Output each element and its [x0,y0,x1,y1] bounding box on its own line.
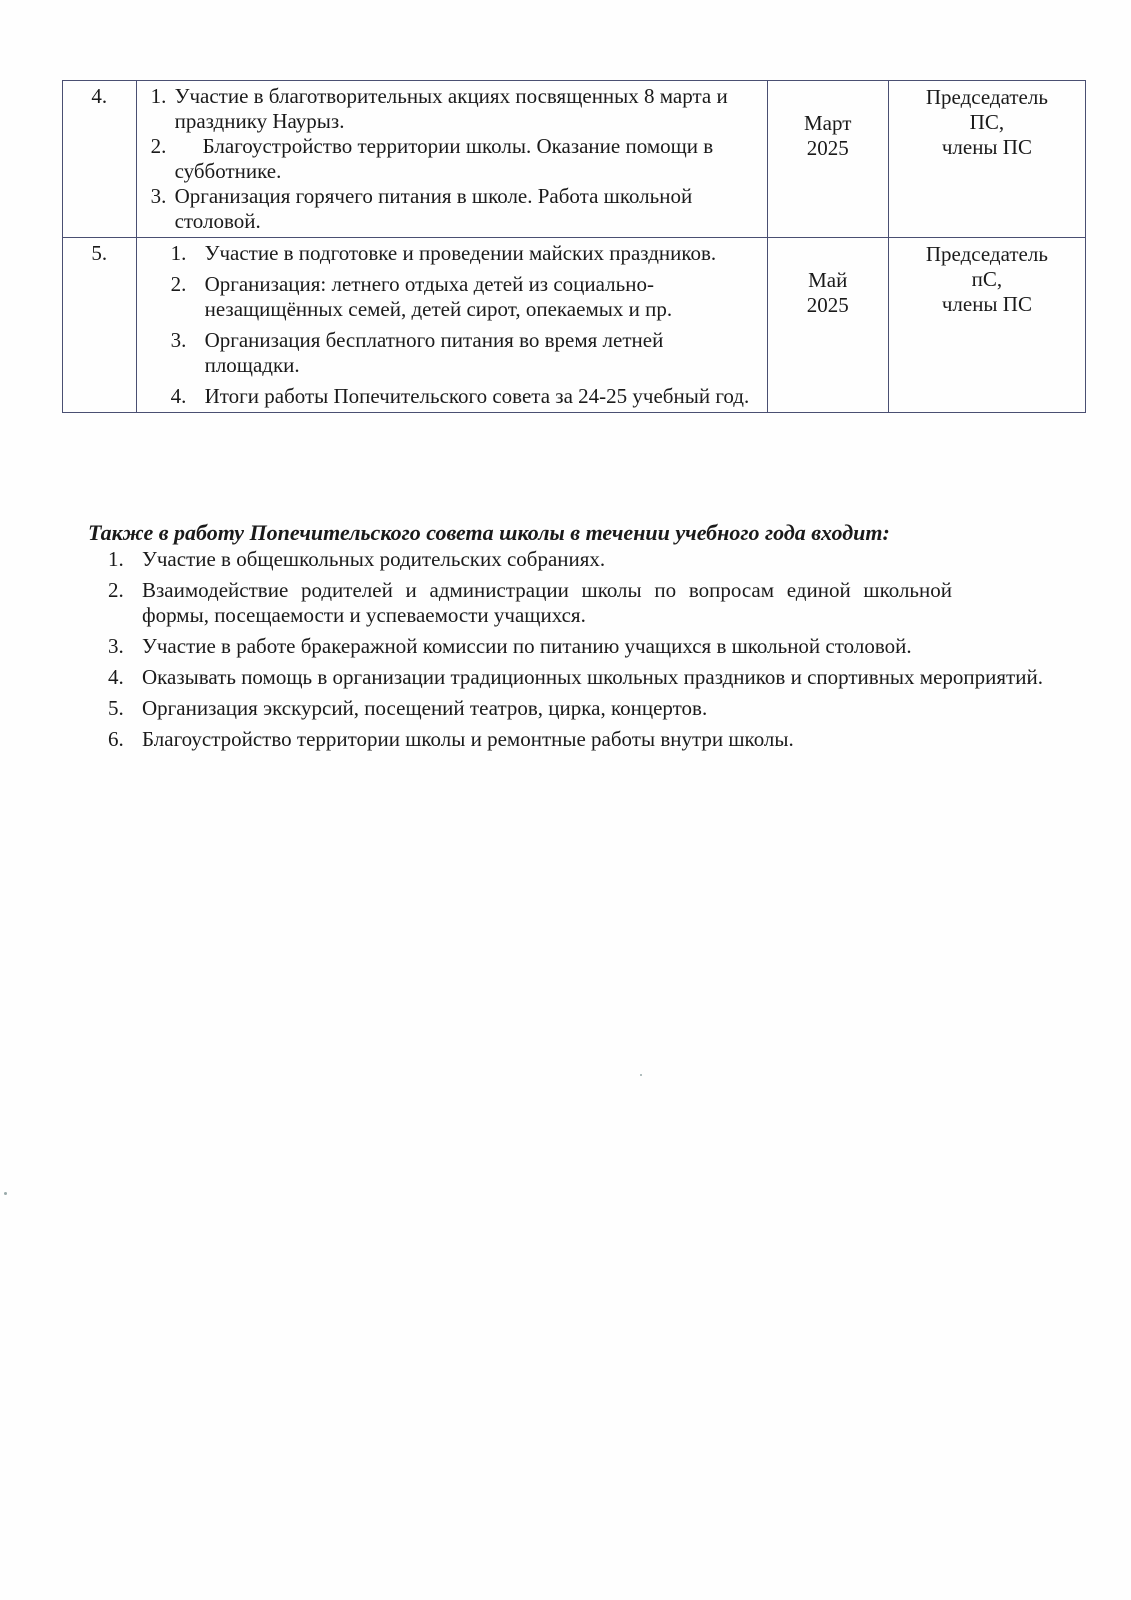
list-item-text: Участие в общешкольных родительских собраниях. [142,547,606,571]
list-item [108,696,1062,721]
row-content [136,238,767,413]
list-marker: 4. [170,384,187,408]
date-month: Май [808,268,848,292]
list-item [108,665,1062,690]
row-date [767,238,888,413]
list-marker: 2. [108,578,124,602]
list-item-text: Участие в благотворительных акциях посвященных 8 марта и празднику Наурыз. [174,84,728,133]
table-row [63,238,1086,413]
list-item [170,272,761,322]
row-number: 4. [63,81,137,238]
list-marker: 1. [108,547,124,571]
list-item [108,547,1062,572]
list-item [170,328,761,378]
list-marker: 1. [150,84,167,108]
responsible-line: члены ПС [941,292,1032,316]
list-marker: 6. [108,727,124,751]
date-month: Март [804,111,852,135]
responsible-line: Председатель [925,85,1048,109]
list-marker: 3. [150,184,167,208]
date-year: 2025 [806,136,849,160]
section-heading: Также в работу Попечительского совета школы в течении учебного года входит: [88,520,890,545]
list-marker: 1. [170,241,187,265]
row-date [767,81,888,238]
list-marker: 2. [170,272,187,296]
list-item [108,578,1062,628]
responsible-line: Председатель [925,242,1048,266]
list-item [150,134,761,184]
additional-duties-list [108,547,1062,758]
list-item-text: Участие в работе бракеражной комиссии по питанию учащихся в школьной столовой. [142,634,912,658]
list-item [150,84,761,134]
scan-speck [4,1192,7,1195]
list-item [170,241,761,266]
plan-table [62,80,1086,413]
table-row [63,81,1086,238]
row-number: 5. [63,238,137,413]
date-year: 2025 [806,293,849,317]
responsible-line: ПС, [969,110,1005,134]
list-item-text: Организация экскурсий, посещений театров, цирка, концертов. [142,696,708,720]
row-content [136,81,767,238]
activity-list [149,84,761,234]
list-item-text: Оказывать помощь в организации традиционных школьных праздников и спортивных мероприятий. [142,665,1043,689]
responsible-line: члены ПС [941,135,1032,159]
list-item-text: Участие в подготовке и проведении майских праздников. [204,241,717,265]
list-item-text: Итоги работы Попечительского совета за 24-25 учебный год. [204,384,750,408]
row-responsible [888,238,1085,413]
list-item-text: Организация: летнего отдыха детей из социально-незащищённых семей, детей сирот, опекаемых и пр. [204,272,673,321]
list-item [108,727,1062,752]
list-item [170,384,761,409]
list-item [150,184,761,234]
list-marker: 5. [108,696,124,720]
scan-speck [640,1074,642,1076]
list-item-text: Благоустройство территории школы. Оказание помощи в субботнике. [174,134,714,183]
activity-list [149,241,761,409]
row-responsible [888,81,1085,238]
list-item-text: Благоустройство территории школы и ремонтные работы внутри школы. [142,727,794,751]
list-item-text: Организация горячего питания в школе. Работа школьной столовой. [174,184,693,233]
list-marker: 4. [108,665,124,689]
list-item [108,634,1062,659]
list-item-text: Взаимодействие родителей и администрации школы по вопросам единой школьной формы, посещаемости и успеваемости учащихся. [142,578,952,627]
list-marker: 2. [150,134,167,158]
list-item-text: Организация бесплатного питания во время летней площадки. [204,328,664,377]
responsible-line: пС, [971,267,1003,291]
list-marker: 3. [170,328,187,352]
list-marker: 3. [108,634,124,658]
